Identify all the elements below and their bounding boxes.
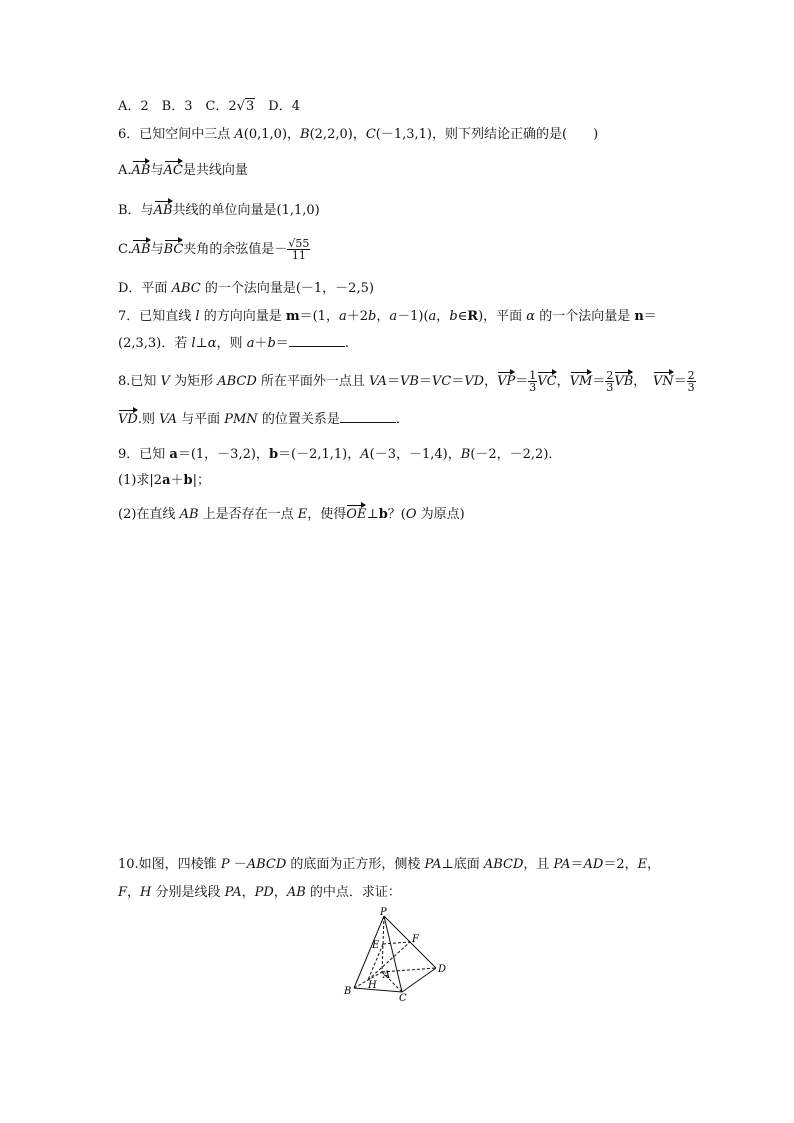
label-H: H — [368, 980, 377, 991]
label-P: P — [380, 907, 387, 918]
label-E: E — [372, 940, 380, 951]
label-D: D — [438, 964, 447, 975]
q6-option-a: A.AB与AC是共线向量 — [118, 163, 248, 178]
q6-option-d: D．平面 ABC 的一个法向量是(－1，－2,5) — [118, 281, 374, 296]
label-B: B — [344, 986, 352, 997]
q9-part2: (2)在直线 AB 上是否存在一点 E，使得OE⊥b？(O 为原点) — [118, 507, 465, 522]
label-F: F — [412, 934, 419, 945]
q7-line2: (2,3,3)．若 l⊥α，则 a＋b＝ . — [118, 336, 349, 351]
q6-stem: 6．已知空间中三点 A(0,1,0)，B(2,2,0)，C(－1,3,1)，则下列结论正确的是( ) — [118, 127, 599, 142]
q5-options: A．2 B．3 C．2√3 D．4 — [118, 99, 300, 114]
q10-line2: F，H 分别是线段 PA，PD，AB 的中点．求证： — [118, 885, 401, 900]
q9-part1: (1)求|2a＋b|； — [118, 473, 211, 488]
q9-stem: 9．已知 a＝(1，－3,2)，b＝(－2,1,1)，A(－3，－1,4)，B(－2，－2,2)． — [118, 447, 562, 462]
q8-line1: 8.已知 V 为矩形 ABCD 所在平面外一点且 VA＝VB＝VC＝VD，VP＝ $\frac{1}{3}$ VC，VM＝ $\frac{2}{3}$ VB， VN＝ $\frac{2}{3}$ — [118, 369, 695, 394]
q10-line1: 10.如图，四棱锥 P －ABCD 的底面为正方形，侧棱 PA⊥底面 ABCD，且 PA＝AD＝2，E， — [118, 857, 661, 872]
label-A: A — [383, 970, 391, 981]
label-C: C — [399, 993, 407, 1002]
q7-line1: 7．已知直线 l 的方向向量是 m＝(1，a＋2b，a－1)(a，b∈R)，平面 α 的一个法向量是 n＝ — [118, 309, 657, 324]
q6-option-c: C.AB与BC夹角的余弦值是－ $\frac{√55}{11}$ — [118, 237, 310, 262]
q6-option-b: B．与AB共线的单位向量是(1,1,0) — [118, 203, 320, 218]
q8-line2: VD.则 VA 与平面 PMN 的位置关系是 ． — [118, 412, 409, 427]
pyramid-figure — [338, 906, 458, 1002]
